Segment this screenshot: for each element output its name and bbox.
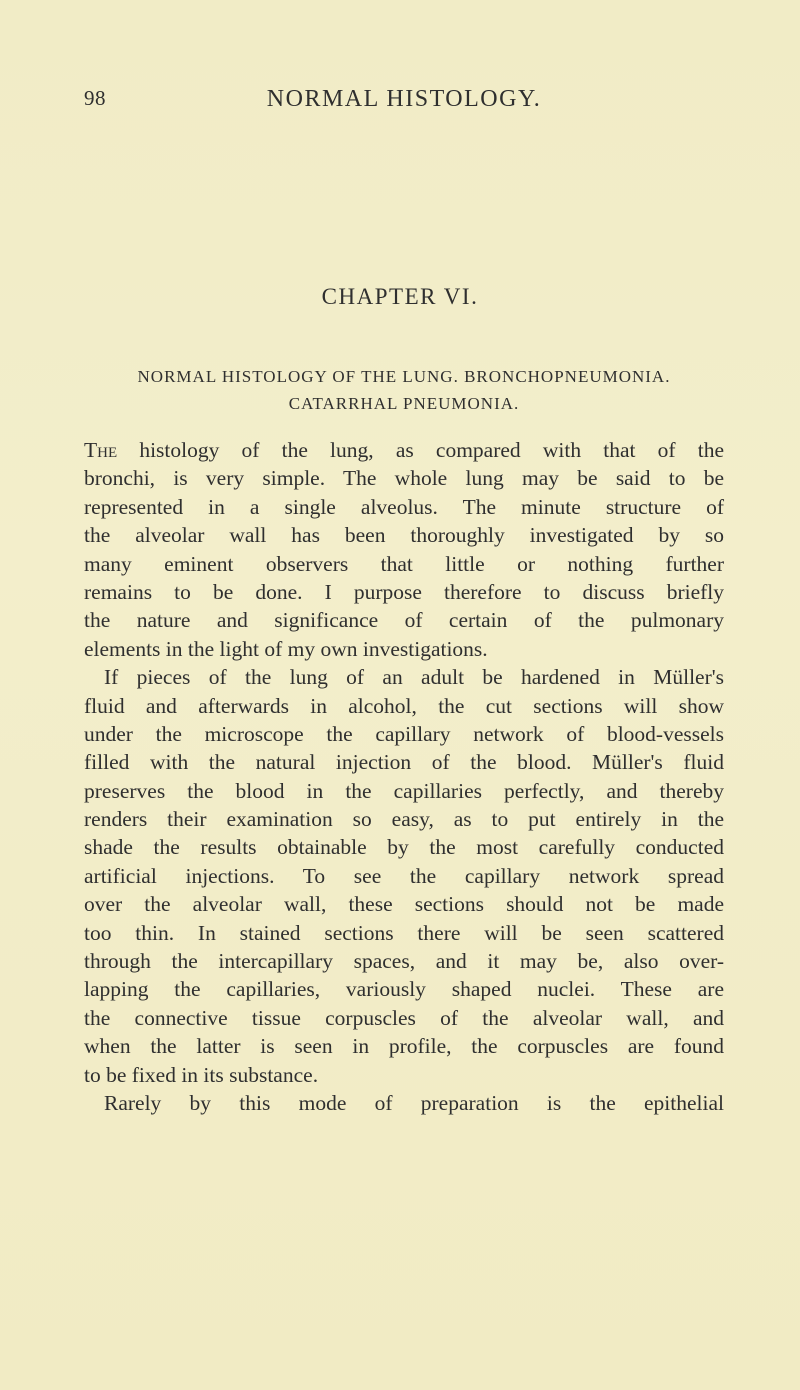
text-line: over the alveolar wall, these sections should not be made [84,892,724,917]
text-line: fluid and afterwards in alcohol, the cut sections will show [84,693,724,718]
text-line: when the latter is seen in profile, the corpuscles are found [84,1034,724,1059]
line-text: If pieces of the lung of an adult be hardened in Müller's [104,665,724,690]
subheading-line: CATARRHAL PNEUMONIA. [288,394,520,413]
text-line: too thin. In stained sections there will be seen scattered [84,920,724,945]
lead-word: The [84,438,118,462]
text-line: the alveolar wall has been thoroughly investigated by so [84,523,724,548]
text-line: bronchi, is very simple. The whole lung may be said to be [84,466,724,491]
chapter-subheading [84,363,724,417]
text-line: represented in a single alveolus. The minute structure of [84,494,724,519]
text-line: artificial injections. To see the capillary network spread [84,863,724,888]
running-title: NORMAL HISTOLOGY. [266,86,542,112]
body-text [84,436,724,1117]
page-number: 98 [84,86,106,110]
text-line: through the intercapillary spaces, and it may be, also over- [84,949,724,974]
text-line: the nature and significance of certain of the pulmonary [84,608,724,633]
text-line: renders their examination so easy, as to put entirely in the [84,807,724,832]
text-line: elements in the light of my own investigations. [84,636,488,661]
line-text: histology of the lung, as compared with that of the [139,438,725,462]
text-line: filled with the natural injection of the blood. Müller's fluid [84,750,724,775]
text-line: under the microscope the capillary network of blood-vessels [84,721,724,746]
chapter-heading: CHAPTER VI. [321,284,479,309]
text-line: preserves the blood in the capillaries perfectly, and thereby [84,778,724,803]
running-head [84,86,724,118]
text-line: many eminent observers that little or nothing further [84,551,724,576]
text-line: remains to be done. I purpose therefore to discuss briefly [84,579,724,604]
text-line: the connective tissue corpuscles of the alveolar wall, and [84,1005,724,1030]
line-text: Rarely by this mode of preparation is the epithelial [104,1090,724,1115]
subheading-line: NORMAL HISTOLOGY OF THE LUNG. BRONCHOPNEUMONIA. [137,367,671,386]
text-line: shade the results obtainable by the most carefully conducted [84,835,724,860]
text-line [84,1089,724,1117]
text-line: lapping the capillaries, variously shaped nuclei. These are [84,977,724,1002]
text-line [84,663,724,691]
text-line [84,436,724,464]
text-line: to be fixed in its substance. [84,1062,319,1087]
